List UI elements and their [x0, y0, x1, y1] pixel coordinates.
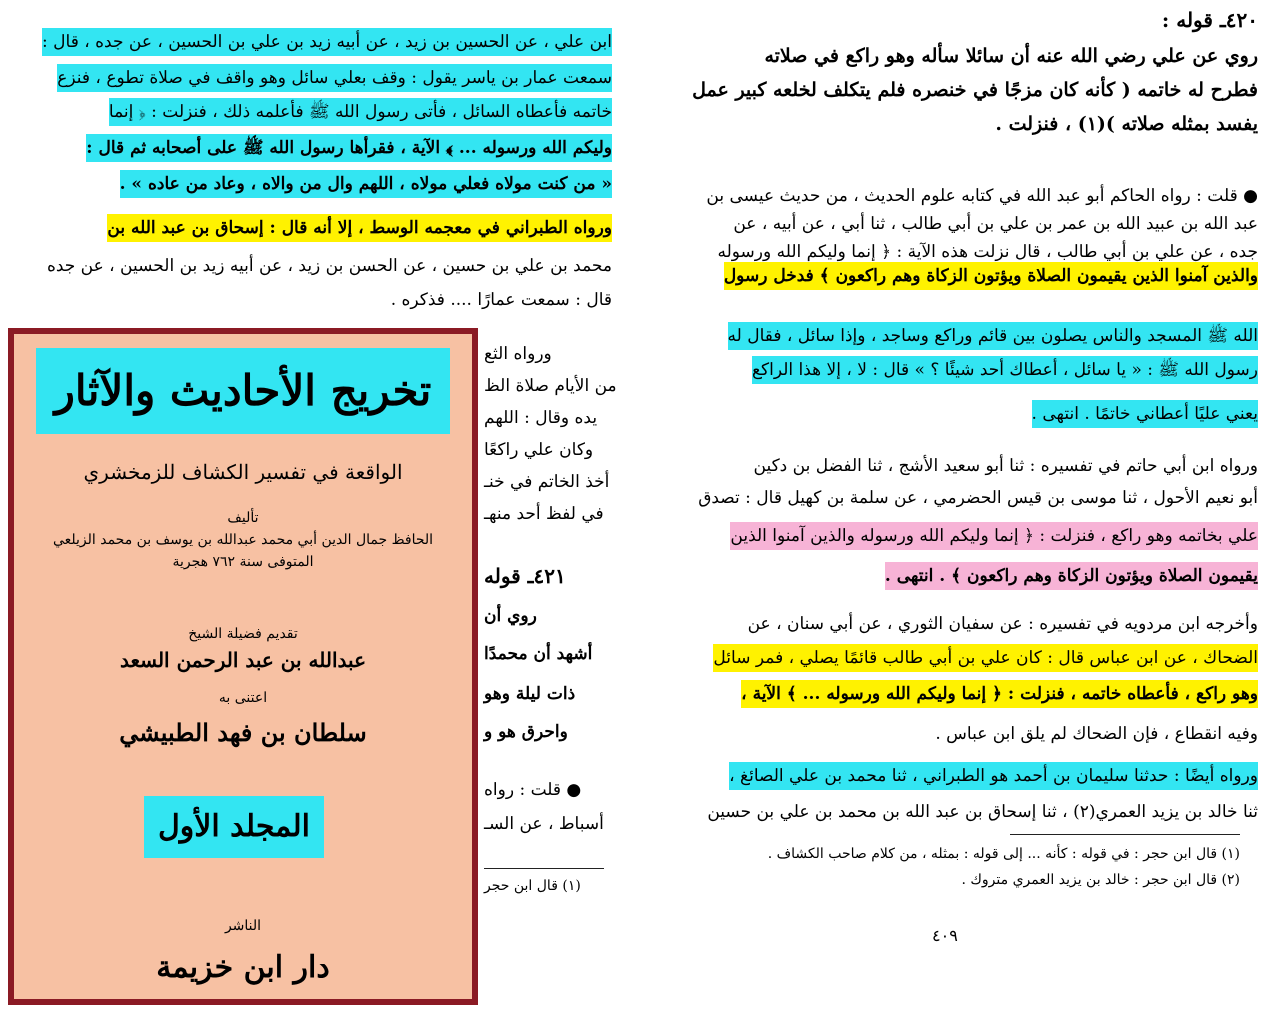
entry-heading-420: ٤٢٠ـ قوله : [1161, 8, 1258, 32]
text-line: واحرق هو و [484, 722, 568, 742]
text-line: قال : سمعت عمارًا .... فذكره . [390, 290, 612, 310]
text-line: ثنا خالد بن يزيد العمري(٢) ، ثنا إسحاق بن عبد الله بن محمد بن علي بن حسين [707, 802, 1258, 822]
text-line: ● قلت : رواه [484, 780, 582, 800]
entry-heading-421: ٤٢١ـ قوله [484, 564, 566, 588]
text-line: وأخرجه ابن مردويه في تفسيره : عن سفيان الثوري ، عن أبي سنان ، عن [747, 614, 1258, 634]
cover-volume: المجلد الأول [144, 796, 324, 858]
cover-title: تخريج الأحاديث والآثار [36, 348, 450, 434]
cover-authored-label: تأليف [227, 510, 259, 526]
highlighted-line: ابن علي ، عن الحسين بن زيد ، عن أبيه زيد بن علي بن الحسين ، عن جده ، قال : [42, 28, 612, 56]
text-line: روي أن [484, 606, 537, 626]
intro-line: روي عن علي رضي الله عنه أن سائلا سأله وهو راكع في صلاته [764, 45, 1258, 67]
footnote: (١) قال ابن حجر [484, 878, 581, 894]
intro-line: يفسد بمثله صلاته )(١) ، فنزلت . [995, 113, 1258, 135]
footnote-divider [1010, 834, 1240, 835]
footnote: (١) قال ابن حجر : في قوله : كأنه ... إلى قوله : بمثله ، من كلام صاحب الكشاف . [767, 846, 1240, 862]
intro-line: فطرح له خاتمه ( كأنه كان مزجًا في خنصره فلم يتكلف لخلعه كبير عمل [692, 79, 1258, 101]
cover-publisher: دار ابن خزيمة [156, 950, 330, 985]
text-line: ورواه الثع [484, 344, 552, 364]
text-line: وفيه انقطاع ، فإن الضحاك لم يلق ابن عباس . [935, 724, 1258, 744]
highlighted-line: سمعت عمار بن ياسر يقول : وقف بعلي سائل وهو واقف في صلاة تطوع ، فنزع [57, 64, 612, 92]
text-line: أخذ الخاتم في خنـ [484, 472, 610, 492]
text-line: ذات ليلة وهو [484, 684, 576, 704]
text-line: جده ، عن علي بن أبي طالب ، قال نزلت هذه الآية : ﴿ إنما وليكم الله ورسوله [717, 242, 1258, 262]
cover-author: الحافظ جمال الدين أبي محمد عبدالله بن يوسف بن محمد الزيلعي [52, 532, 434, 548]
text-line: من الأيام صلاة الظ [484, 376, 617, 396]
cover-publisher-label: الناشر [224, 918, 262, 934]
cover-author-death: المتوفى سنة ٧٦٢ هجرية [172, 554, 314, 570]
highlighted-line: وهو راكع ، فأعطاه خاتمه ، فنزلت : ﴿ إنما وليكم الله ورسوله ... ﴾ الآية ، [741, 680, 1258, 708]
highlighted-line: علي بخاتمه وهو راكع ، فنزلت : ﴿ إنما وليكم الله ورسوله والذين آمنوا الذين [730, 522, 1258, 550]
highlighted-line: يقيمون الصلاة ويؤتون الزكاة وهم راكعون ﴾ . انتهى . [885, 562, 1258, 590]
footnote: (٢) قال ابن حجر : خالد بن يزيد العمري متروك . [961, 872, 1240, 888]
footnote-divider [484, 868, 604, 869]
highlighted-line: والذين آمنوا الذين يقيمون الصلاة ويؤتون الزكاة وهم راكعون ﴾ فدخل رسول [724, 262, 1258, 290]
text-line: أشهد أن محمدًا [484, 644, 593, 664]
text-line: وكان علي راكعًا [484, 440, 594, 460]
highlighted-line: الضحاك ، عن ابن عباس قال : كان علي بن أبي طالب قائمًا يصلي ، فمر سائل [713, 644, 1258, 672]
cover-subtitle: الواقعة في تفسير الكشاف للزمخشري [83, 460, 403, 484]
text-line: ● قلت : رواه الحاكم أبو عبد الله في كتابه علوم الحديث ، من حديث عيسى بن [706, 186, 1258, 206]
cover-editor: سلطان بن فهد الطبيشي [119, 718, 367, 747]
page-number: ٤٠٩ [932, 926, 958, 945]
text-line: محمد بن علي بن حسين ، عن الحسن بن زيد ، عن أبيه زيد بن الحسين ، عن جده [46, 256, 612, 276]
highlighted-line: ورواه الطبراني في معجمه الوسط ، إلا أنه قال : إسحاق بن عبد الله بن [107, 214, 612, 242]
highlighted-line: وليكم الله ورسوله ... ﴾ الآية ، فقرأها رسول الله ﷺ على أصحابه ثم قال : [86, 134, 612, 162]
text-line: أسباط ، عن السـ [484, 814, 604, 834]
text-line: يده وقال : اللهم [484, 408, 598, 428]
cover-intro-label: تقديم فضيلة الشيخ [188, 626, 298, 642]
text-line: أبو نعيم الأحول ، ثنا موسى بن قيس الحضرمي ، عن سلمة بن كهيل قال : تصدق [698, 488, 1258, 508]
highlighted-line: خاتمه فأعطاه السائل ، فأتى رسول الله ﷺ فأعلمه ذلك ، فنزلت : ﴿ إنما [109, 98, 612, 126]
cover-intro-by: عبدالله بن عبد الرحمن السعد [119, 648, 367, 672]
text-line: ورواه ابن أبي حاتم في تفسيره : ثنا أبو سعيد الأشج ، ثنا الفضل بن دكين [753, 456, 1258, 476]
text-line: في لفظ أحد منهـ [484, 504, 604, 524]
cover-edited-label: اعتنى به [218, 690, 268, 706]
highlighted-line: يعني عليًا أعطاني خاتمًا . انتهى . [1032, 400, 1258, 428]
highlighted-line: « من كنت مولاه فعلي مولاه ، اللهم وال من والاه ، وعاد من عاده » . [120, 170, 612, 198]
highlighted-line: ورواه أيضًا : حدثنا سليمان بن أحمد هو الطبراني ، ثنا محمد بن علي الصائغ ، [729, 762, 1258, 790]
highlighted-line: رسول الله ﷺ : « يا سائل ، أعطاك أحد شيئًا ؟ » قال : لا ، إلا هذا الراكع [752, 356, 1258, 384]
highlighted-line: الله ﷺ المسجد والناس يصلون بين قائم وراكع وساجد ، وإذا سائل ، فقال له [728, 322, 1258, 350]
book-cover [8, 328, 478, 1005]
text-line: عبد الله بن عبيد الله بن عمر بن علي بن أبي طالب ، ثنا أبي ، عن أبيه ، عن [733, 214, 1258, 234]
